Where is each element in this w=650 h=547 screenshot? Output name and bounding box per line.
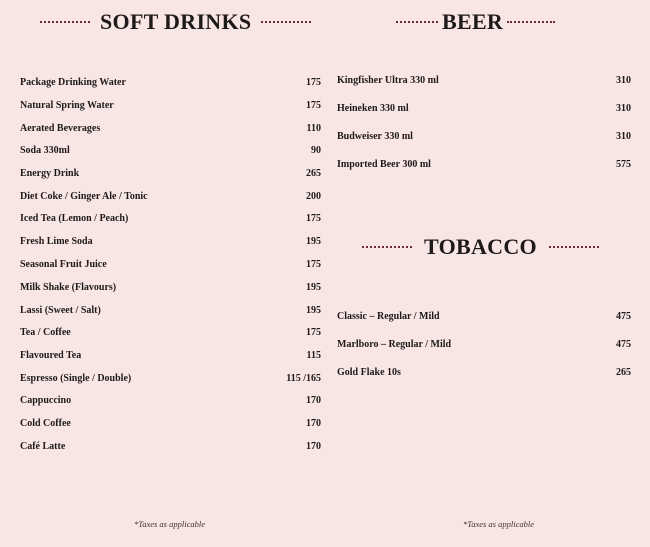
item-price: 475 [616,339,631,350]
item-price: 200 [306,191,321,202]
item-name: Diet Coke / Ginger Ale / Tonic [20,191,148,202]
item-price: 175 [306,100,321,111]
section-title: BEER [442,9,504,34]
item-name: Cappuccino [20,395,72,406]
menu-item [20,327,321,339]
item-price: 110 [306,123,321,134]
item-price: 90 [311,145,321,156]
item-name: Energy Drink [20,168,80,179]
menu-item [20,350,321,362]
tax-footnote-right: *Taxes as applicable [463,519,534,529]
item-name: Espresso (Single / Double) [20,373,132,384]
item-name: Classic – Regular / Mild [337,311,440,322]
menu-item [20,441,321,453]
menu-item [20,191,321,203]
item-price: 310 [616,75,631,86]
item-name: Package Drinking Water [20,77,126,88]
item-name: Cold Coffee [20,418,71,429]
item-price: 175 [306,327,321,338]
section-title: TOBACCO [424,234,537,259]
item-price: 310 [616,131,631,142]
menu-item [20,373,321,385]
item-name: Seasonal Fruit Juice [20,259,107,270]
item-name: Iced Tea (Lemon / Peach) [20,213,129,224]
item-price: 175 [306,259,321,270]
menu-item [20,259,321,271]
item-name: Marlboro – Regular / Mild [337,339,452,350]
menu-item [20,77,321,89]
item-name: Café Latte [20,441,66,452]
item-name: Tea / Coffee [20,327,71,338]
menu-item [20,418,321,430]
menu-item [20,282,321,294]
item-name: Imported Beer 300 ml [337,159,431,170]
item-price: 195 [306,236,321,247]
item-name: Kingfisher Ultra 330 ml [337,75,439,86]
item-name: Milk Shake (Flavours) [20,282,117,293]
menu-item [20,123,321,135]
soft-drinks-list [20,0,321,547]
item-name: Natural Spring Water [20,100,114,111]
menu-item [337,367,631,379]
item-price: 170 [306,418,321,429]
item-name: Gold Flake 10s [337,367,401,378]
tobacco-list [337,0,631,400]
menu-item [20,145,321,157]
item-name: Heineken 330 ml [337,103,409,114]
item-price: 195 [306,305,321,316]
item-price: 170 [306,395,321,406]
item-price: 475 [616,311,631,322]
item-name: Flavoured Tea [20,350,82,361]
item-name: Fresh Lime Soda [20,236,93,247]
menu-item [20,168,321,180]
item-name: Soda 330ml [20,145,70,156]
item-price: 175 [306,77,321,88]
menu-item [20,213,321,225]
item-price: 170 [306,441,321,452]
menu-item [337,339,631,351]
menu-item [20,305,321,317]
tax-footnote-left: *Taxes as applicable [134,519,205,529]
menu-item [20,395,321,407]
item-price: 115 [306,350,321,361]
item-price: 115 /165 [286,373,321,384]
menu-item [20,100,321,112]
menu-item [337,311,631,323]
item-price: 175 [306,213,321,224]
item-name: Lassi (Sweet / Salt) [20,305,101,316]
item-name: Budweiser 330 ml [337,131,413,142]
item-name: Aerated Beverages [20,123,101,134]
menu-item [20,236,321,248]
item-price: 265 [306,168,321,179]
section-title: SOFT DRINKS [100,9,252,34]
item-price: 575 [616,159,631,170]
item-price: 265 [616,367,631,378]
item-price: 310 [616,103,631,114]
item-price: 195 [306,282,321,293]
